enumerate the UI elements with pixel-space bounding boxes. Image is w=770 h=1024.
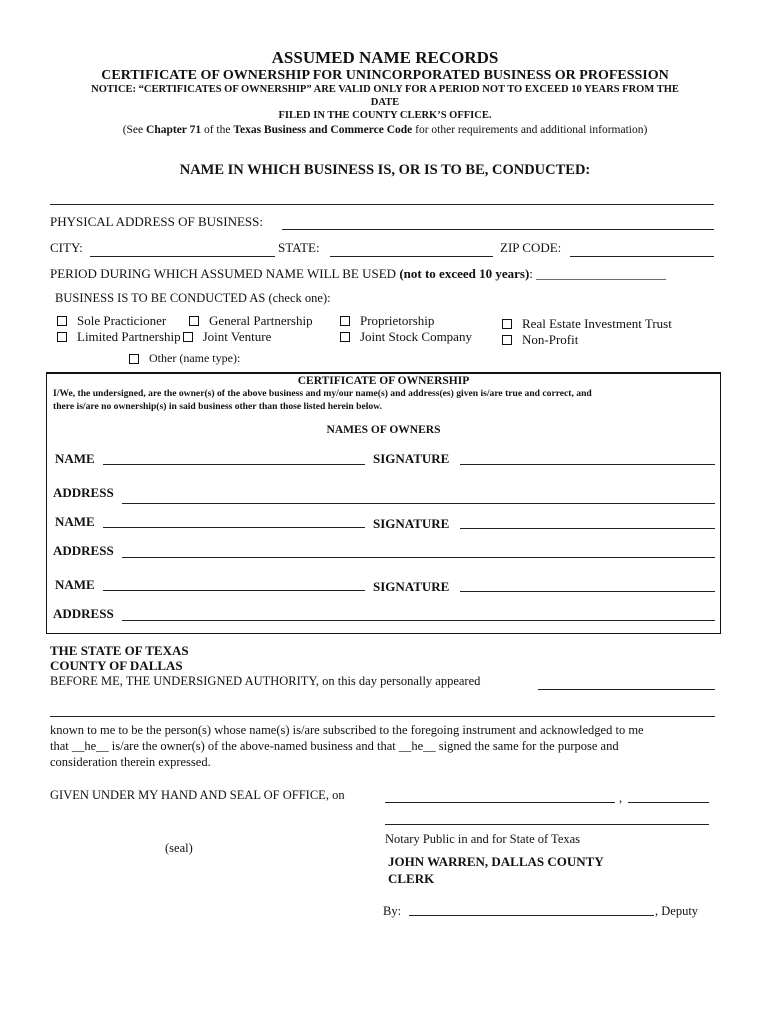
period-label: PERIOD DURING WHICH ASSUMED NAME WILL BE USED (not to exceed 10 years): ____________________: [50, 266, 667, 281]
owner-1-address-label: ADDRESS: [53, 485, 114, 500]
notary-public-label: Notary Public in and for State of Texas: [385, 832, 581, 846]
zip-label: ZIP CODE:: [500, 240, 562, 255]
owner-3-name-field[interactable]: [103, 590, 365, 591]
known-line-2: that __he__ is/are the owner(s) of the above-named business and that __he__ signed the same for the purpose and: [50, 739, 619, 753]
city-field[interactable]: [90, 256, 275, 257]
owner-1-signature-label: SIGNATURE: [373, 451, 450, 466]
certificate-statement-line-2: there is/are no ownership(s) in said business other than those listed herein below.: [53, 401, 382, 412]
certificate-top-rule: [46, 372, 721, 374]
owner-1-name-label: NAME: [55, 451, 95, 466]
certificate-statement-line-1: I/We, the undersigned, are the owner(s) of the above business and my/our name(s) and address(es) given is/are true and correct, and: [53, 388, 592, 399]
form-subtitle: CERTIFICATE OF OWNERSHIP FOR UNINCORPORATED BUSINESS OR PROFESSION: [101, 68, 669, 83]
checkbox[interactable]: [502, 335, 512, 345]
owner-2-name-label: NAME: [55, 514, 95, 529]
business-name-heading: NAME IN WHICH BUSINESS IS, OR IS TO BE, CONDUCTED:: [179, 162, 591, 178]
see-reference: (See Chapter 71 of the Texas Business and Commerce Code for other requirements and additional information): [122, 124, 648, 136]
business-name-field[interactable]: [50, 204, 714, 205]
city-label: CITY:: [50, 240, 83, 255]
option-joint-stock-company[interactable]: Joint Stock Company: [340, 329, 472, 345]
notary-signature-field[interactable]: [385, 824, 709, 825]
owner-1-signature-field[interactable]: [460, 464, 715, 465]
owner-2-address-label: ADDRESS: [53, 543, 114, 558]
checkbox-joint-venture[interactable]: [183, 332, 193, 342]
option-limited-partnership[interactable]: Limited Partnership Joint Venture: [57, 329, 271, 345]
appeared-name-field-continued[interactable]: [50, 716, 715, 717]
notice-line-3: FILED IN THE COUNTY CLERK’S OFFICE.: [278, 110, 492, 121]
owner-1-address-field[interactable]: [122, 503, 715, 504]
certificate-heading: CERTIFICATE OF OWNERSHIP: [297, 375, 470, 387]
owner-2-signature-field[interactable]: [460, 528, 715, 529]
option-real-estate-investment-trust[interactable]: Real Estate Investment Trust: [502, 316, 672, 332]
state-of-texas: THE STATE OF TEXAS: [50, 643, 189, 658]
owner-2-name-field[interactable]: [103, 527, 365, 528]
checkbox[interactable]: [340, 332, 350, 342]
zip-field[interactable]: [570, 256, 714, 257]
option-sole-practicioner[interactable]: Sole Practicioner: [57, 313, 166, 329]
county-of-dallas: COUNTY OF DALLAS: [50, 658, 183, 673]
checkbox[interactable]: [502, 319, 512, 329]
form-title: ASSUMED NAME RECORDS: [271, 48, 499, 67]
given-date-field[interactable]: [385, 802, 615, 803]
before-me-text: BEFORE ME, THE UNDERSIGNED AUTHORITY, on this day personally appeared: [50, 674, 481, 688]
conducted-as-label: BUSINESS IS TO BE CONDUCTED AS (check one):: [55, 291, 331, 305]
physical-address-label: PHYSICAL ADDRESS OF BUSINESS:: [50, 214, 263, 229]
option-proprietorship[interactable]: Proprietorship: [340, 313, 434, 329]
deputy-signature-field[interactable]: [409, 915, 654, 916]
checkbox[interactable]: [129, 354, 139, 364]
known-line-3: consideration therein expressed.: [50, 755, 211, 769]
state-field[interactable]: [330, 256, 493, 257]
state-label: STATE:: [278, 240, 320, 255]
clerk-name-line-2: CLERK: [388, 871, 435, 886]
owner-2-address-field[interactable]: [122, 557, 715, 558]
known-line-1: known to me to be the person(s) whose name(s) is/are subscribed to the foregoing instrument and acknowledged to me: [50, 723, 644, 737]
owner-3-address-field[interactable]: [122, 620, 715, 621]
given-date-comma: ,: [619, 791, 623, 805]
owner-2-signature-label: SIGNATURE: [373, 516, 450, 531]
owner-3-signature-field[interactable]: [460, 591, 715, 592]
owner-1-name-field[interactable]: [103, 464, 365, 465]
option-other[interactable]: Other (name type):: [129, 351, 240, 366]
physical-address-field[interactable]: [282, 229, 714, 230]
seal-label: (seal): [165, 841, 193, 855]
given-under-hand-text: GIVEN UNDER MY HAND AND SEAL OF OFFICE, on: [50, 788, 345, 802]
owner-3-name-label: NAME: [55, 577, 95, 592]
notice-line-2: DATE: [370, 97, 400, 108]
checkbox[interactable]: [340, 316, 350, 326]
by-label: By:: [383, 904, 402, 918]
appeared-name-field[interactable]: [538, 689, 715, 690]
names-of-owners-heading: NAMES OF OWNERS: [326, 424, 441, 436]
clerk-name-line-1: JOHN WARREN, DALLAS COUNTY: [388, 854, 604, 869]
owner-3-signature-label: SIGNATURE: [373, 579, 450, 594]
checkbox[interactable]: [57, 332, 67, 342]
checkbox[interactable]: [189, 316, 199, 326]
notice-line-1: NOTICE: “CERTIFICATES OF OWNERSHIP” ARE VALID ONLY FOR A PERIOD NOT TO EXCEED 10 YEARS FROM THE: [91, 84, 679, 95]
deputy-label: , Deputy: [655, 904, 699, 918]
given-year-field[interactable]: [628, 802, 709, 803]
option-general-partnership[interactable]: General Partnership: [189, 313, 313, 329]
checkbox[interactable]: [57, 316, 67, 326]
option-non-profit[interactable]: Non-Profit: [502, 332, 578, 348]
owner-3-address-label: ADDRESS: [53, 606, 114, 621]
